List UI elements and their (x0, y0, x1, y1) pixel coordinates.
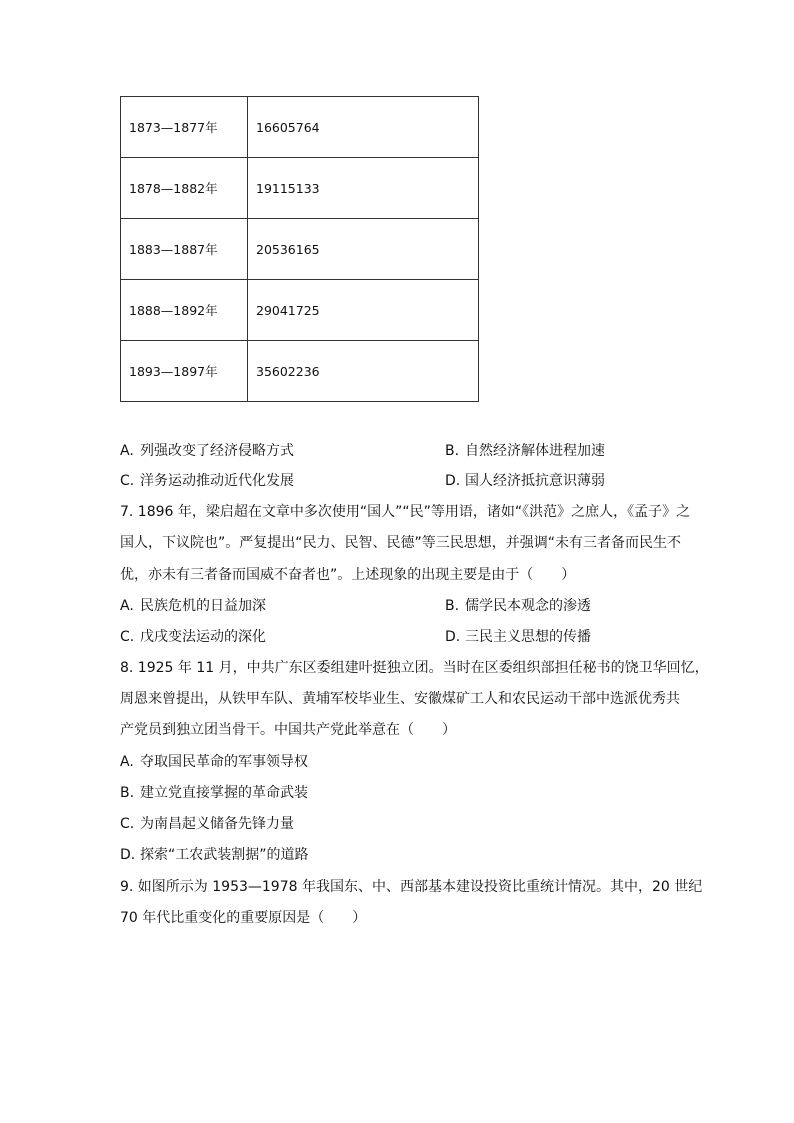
q6-option-c: C. 洋务运动推动近代化发展 (120, 473, 294, 489)
value-cell: 29041725 (248, 280, 479, 341)
q7-stem-line: 7. 1896 年，梁启超在文章中多次使用“国人”“民”等用语，诸如“《洪范》之庶人，《孟子》之 (120, 504, 691, 520)
q7-option-a: A. 民族危机的日益加深 (120, 598, 266, 614)
q7-stem-line: 优，亦未有三者备而国威不奋者也”。上述现象的出现主要是由于（ ） (120, 567, 576, 583)
value-cell: 20536165 (248, 219, 479, 280)
data-table (120, 96, 479, 402)
period-cell: 1883—1887年 (121, 219, 248, 280)
q6-option-b: B. 自然经济解体进程加速 (445, 443, 605, 459)
q7-stem-line: 国人，下议院也”。严复提出“民力、民智、民德”等三民思想，并强调“未有三者备而民生不 (120, 535, 682, 551)
q7-option-b: B. 儒学民本观念的渗透 (445, 598, 591, 614)
q8-option-c: C. 为南昌起义储备先锋力量 (120, 816, 294, 832)
q7-option-c: C. 戊戌变法运动的深化 (120, 629, 266, 645)
q9-stem-line: 9. 如图所示为 1953—1978 年我国东、中、西部基本建设投资比重统计情况。其中，20 世纪 (120, 879, 703, 895)
table-row (121, 158, 479, 219)
value-cell: 16605764 (248, 97, 479, 158)
q6-option-a: A. 列强改变了经济侵略方式 (120, 443, 294, 459)
q8-stem-line: 周恩来曾提出，从铁甲车队、黄埔军校毕业生、安徽煤矿工人和农民运动干部中选派优秀共 (120, 691, 680, 707)
q8-stem-line: 产党员到独立团当骨干。中国共产党此举意在（ ） (120, 722, 456, 738)
q8-option-a: A. 夺取国民革命的军事领导权 (120, 754, 308, 770)
table-row (121, 341, 479, 402)
table-row (121, 219, 479, 280)
period-cell: 1893—1897年 (121, 341, 248, 402)
table-row (121, 280, 479, 341)
value-cell: 19115133 (248, 158, 479, 219)
q8-stem-line: 8. 1925 年 11 月，中共广东区委组建叶挺独立团。当时在区委组织部担任秘书的饶卫华回忆， (120, 660, 709, 676)
period-cell: 1878—1882年 (121, 158, 248, 219)
q6-option-d: D. 国人经济抵抗意识薄弱 (445, 473, 605, 489)
period-cell: 1888—1892年 (121, 280, 248, 341)
q9-stem-line: 70 年代比重变化的重要原因是（ ） (120, 910, 367, 926)
table-row (121, 97, 479, 158)
period-cell: 1873—1877年 (121, 97, 248, 158)
q8-option-d: D. 探索“工农武装割据”的道路 (120, 847, 309, 863)
value-cell: 35602236 (248, 341, 479, 402)
q7-option-d: D. 三民主义思想的传播 (445, 629, 591, 645)
q8-option-b: B. 建立党直接掌握的革命武装 (120, 785, 308, 801)
